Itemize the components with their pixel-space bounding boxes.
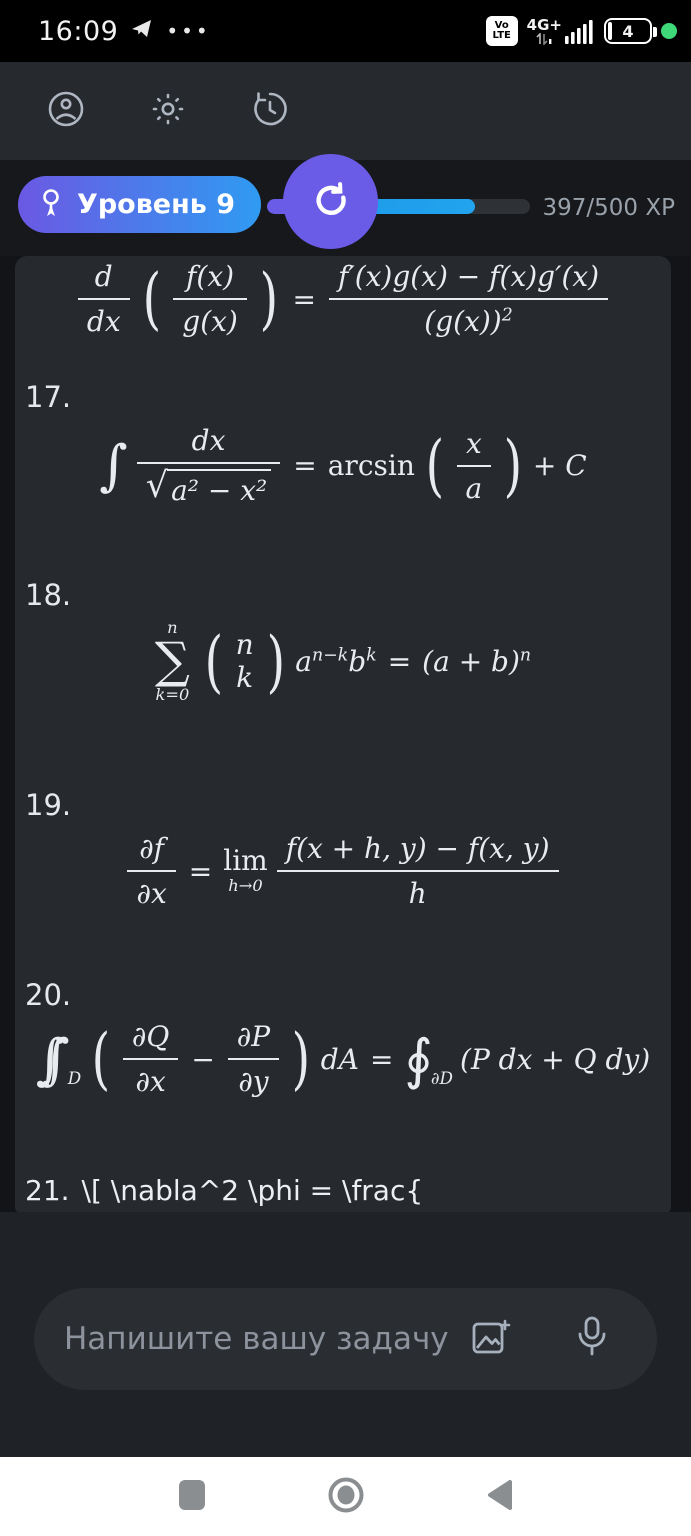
item-number-19: 19. [25, 788, 72, 822]
task-input[interactable] [34, 1288, 657, 1390]
input-panel [0, 1212, 691, 1457]
summation-sign: n ∑ k=0 [154, 618, 190, 704]
double-integral-sign: ∫∫ D [35, 1026, 82, 1091]
contour-integral-sign: ∮ ∂D [404, 1026, 454, 1091]
back-button[interactable] [482, 1479, 518, 1515]
home-button[interactable] [328, 1479, 364, 1515]
clock: 16:09 [38, 15, 119, 47]
top-toolbar [0, 62, 691, 160]
level-badge[interactable] [18, 176, 261, 233]
home-circle-icon [327, 1476, 365, 1518]
right-paren: ) [291, 1019, 311, 1099]
formula-arcsin-integral: ∫ dx √ a² − x² = arcsin ( $\frac{x}{a}$ ) + C [99, 424, 587, 507]
left-paren: ( [142, 259, 161, 339]
refresh-button[interactable] [283, 154, 378, 249]
history-icon [248, 87, 292, 135]
refresh-icon [308, 177, 354, 226]
formula-quotient-rule: $\frac{d}{dx}$ ( $\frac{f(x)}{g(x)}$ ) = $\frac{f'(x)g(x) - f(x)g'(x)}{(g(x))^2}$ [15, 260, 671, 338]
brightness-sun-icon [146, 87, 190, 135]
formula-binomial-theorem: n ∑ k=0 ( n k ) $a^{n-k}b^k$ = $(a + b)^n$ [154, 618, 532, 704]
right-paren: ) [503, 426, 523, 505]
left-paren: ( [91, 1019, 111, 1099]
android-nav-bar [0, 1457, 691, 1536]
formula-greens-theorem: ∫∫ D ( $\frac{\partial Q}{\partial x}$ − $\frac{\partial P}{\partial y}$ ) dA = ∮ ∂D (P dx + Q dy) [35, 1019, 651, 1099]
latex-raw-text: \[ \nabla^2 \phi = \frac{ [81, 1174, 424, 1207]
volte-icon: Vo LTE [486, 16, 518, 46]
history-button[interactable] [248, 89, 292, 133]
theme-toggle-button[interactable] [146, 89, 190, 133]
formula-list-panel[interactable] [15, 256, 671, 1212]
item-number-21: 21. [25, 1174, 70, 1207]
input-placeholder: Напишите вашу задачу [64, 1321, 449, 1357]
integral-sign: ∫ [99, 433, 128, 498]
formula-partial-derivative: $\frac{\partial f}{\partial x}$ = lim h→0 $\frac{f(x + h, y) - f(x, y)}{h}$ [15, 832, 671, 910]
battery-icon: 4 [604, 18, 652, 44]
status-bar [0, 0, 691, 62]
xp-counter: 397/500 XP [542, 195, 675, 221]
privacy-indicator-dot [661, 23, 677, 39]
binomial-coefficient: n k [235, 628, 254, 694]
left-paren: ( [204, 622, 223, 701]
profile-icon [44, 87, 88, 135]
recents-button[interactable] [174, 1479, 210, 1515]
level-progress-row [0, 160, 691, 256]
level-label: Уровень 9 [77, 189, 236, 220]
right-paren: ) [259, 259, 278, 339]
back-triangle-icon [485, 1478, 515, 1516]
latex-source-line [25, 1174, 423, 1207]
recents-square-icon [178, 1479, 206, 1515]
item-number-17: 17. [25, 380, 72, 414]
left-paren: ( [425, 426, 444, 505]
right-paren: ) [266, 622, 285, 701]
signal-icon: 4G+ [527, 18, 595, 45]
item-number-20: 20. [25, 978, 72, 1012]
add-image-button[interactable] [467, 1316, 513, 1362]
limit-block: lim h→0 [223, 844, 268, 896]
microphone-icon [573, 1315, 611, 1363]
profile-button[interactable] [44, 89, 88, 133]
medal-icon [38, 188, 64, 222]
microphone-button[interactable] [569, 1316, 615, 1362]
notification-dots-icon: ••• [166, 19, 211, 43]
telegram-icon [130, 17, 154, 45]
add-image-icon [468, 1315, 512, 1363]
item-number-18: 18. [25, 578, 72, 612]
